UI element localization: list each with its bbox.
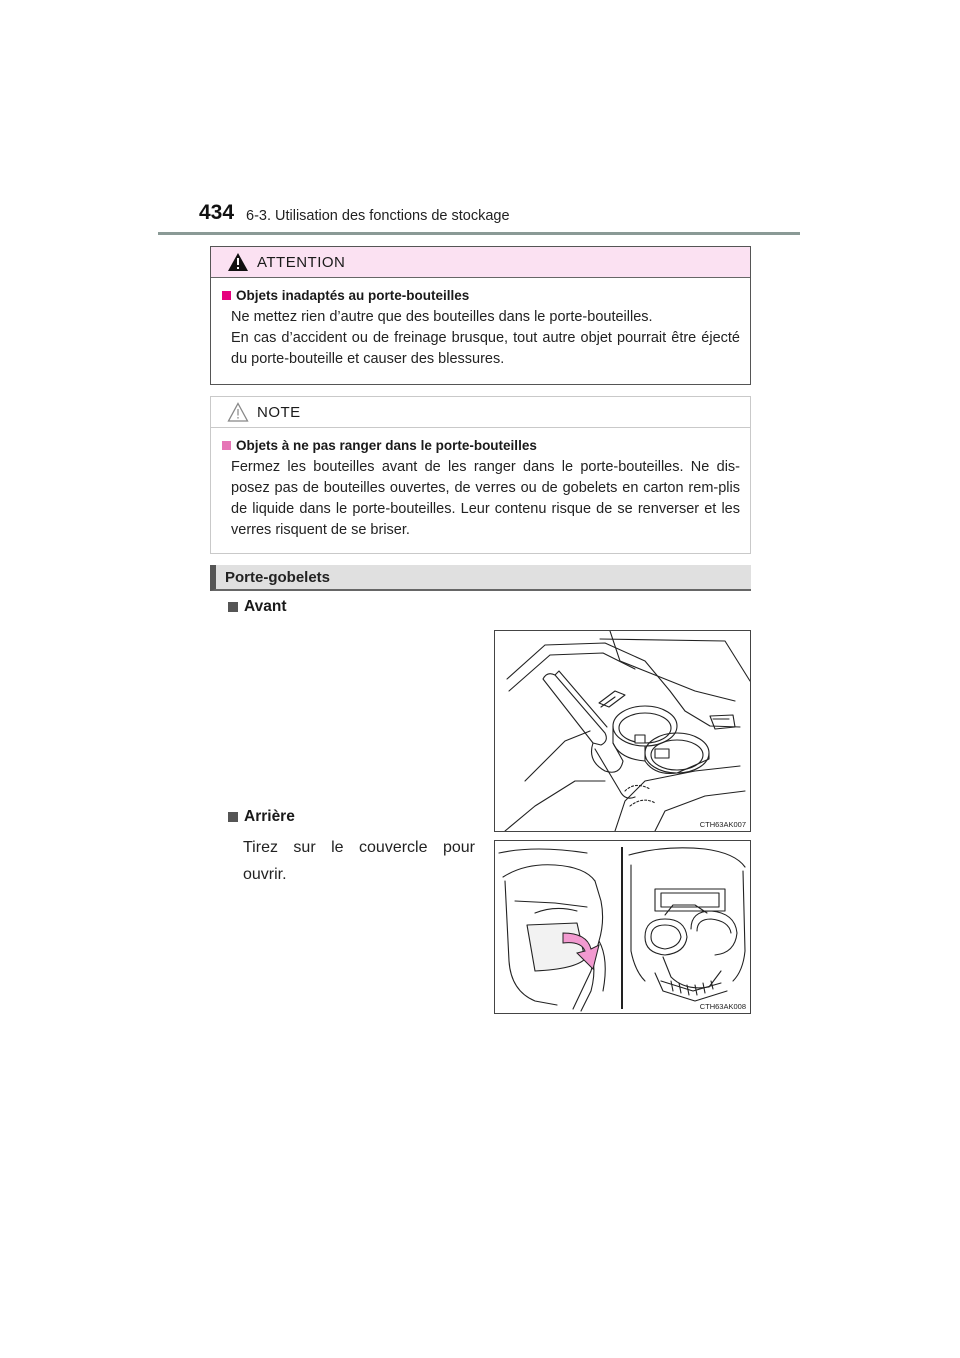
note-item-title: Objets à ne pas ranger dans le porte-bouteilles bbox=[236, 438, 537, 453]
front-figure-code: CTH63AK007 bbox=[699, 820, 746, 829]
note-header bbox=[211, 397, 750, 428]
note-title: NOTE bbox=[257, 403, 301, 421]
rear-heading-row bbox=[228, 808, 295, 826]
rear-heading: Arrière bbox=[244, 808, 295, 825]
front-cupholder-figure bbox=[494, 630, 751, 832]
rear-figure-code: CTH63AK008 bbox=[699, 1002, 746, 1011]
note-box bbox=[210, 396, 751, 554]
note-item-title-row bbox=[222, 438, 740, 453]
rear-cupholder-illustration bbox=[495, 841, 751, 1014]
square-bullet-icon bbox=[222, 441, 231, 450]
square-bullet-icon bbox=[228, 602, 238, 612]
warning-outline-icon bbox=[227, 402, 249, 422]
attention-box bbox=[210, 246, 751, 385]
attention-item-title: Objets inadaptés au porte-bouteilles bbox=[236, 288, 470, 303]
front-cupholder-illustration bbox=[495, 631, 751, 832]
page-number: 434 bbox=[199, 201, 235, 224]
header-rule bbox=[158, 232, 800, 235]
front-heading: Avant bbox=[244, 598, 287, 615]
note-text: Fermez les bouteilles avant de les ranger dans le porte-bouteilles. Ne dis-posez pas de bouteilles ouvertes, de verres ou de gobelets en carton rem-plis de liquide dans le porte-bouteilles. Leur contenu risque de se renverser et les verres risquent de se briser. bbox=[231, 459, 740, 538]
square-bullet-icon bbox=[228, 812, 238, 822]
attention-title: ATTENTION bbox=[257, 253, 346, 271]
square-bullet-icon bbox=[222, 291, 231, 300]
chapter-title: 6-3. Utilisation des fonctions de stockage bbox=[246, 208, 510, 224]
attention-line: En cas d’accident ou de freinage brusque, tout autre objet pourrait être éjecté du porte-bouteille et causer des blessures. bbox=[231, 330, 740, 367]
attention-item-title-row bbox=[222, 288, 740, 303]
rear-instruction: Tirez sur le couvercle pour ouvrir. bbox=[243, 839, 475, 883]
warning-filled-icon bbox=[227, 252, 249, 272]
section-title: Porte-gobelets bbox=[210, 565, 751, 591]
attention-header bbox=[211, 247, 750, 278]
rear-cupholder-figure bbox=[494, 840, 751, 1014]
front-heading-row bbox=[228, 598, 287, 616]
attention-line: Ne mettez rien d’autre que des bouteilles dans le porte-bouteilles. bbox=[231, 309, 653, 325]
